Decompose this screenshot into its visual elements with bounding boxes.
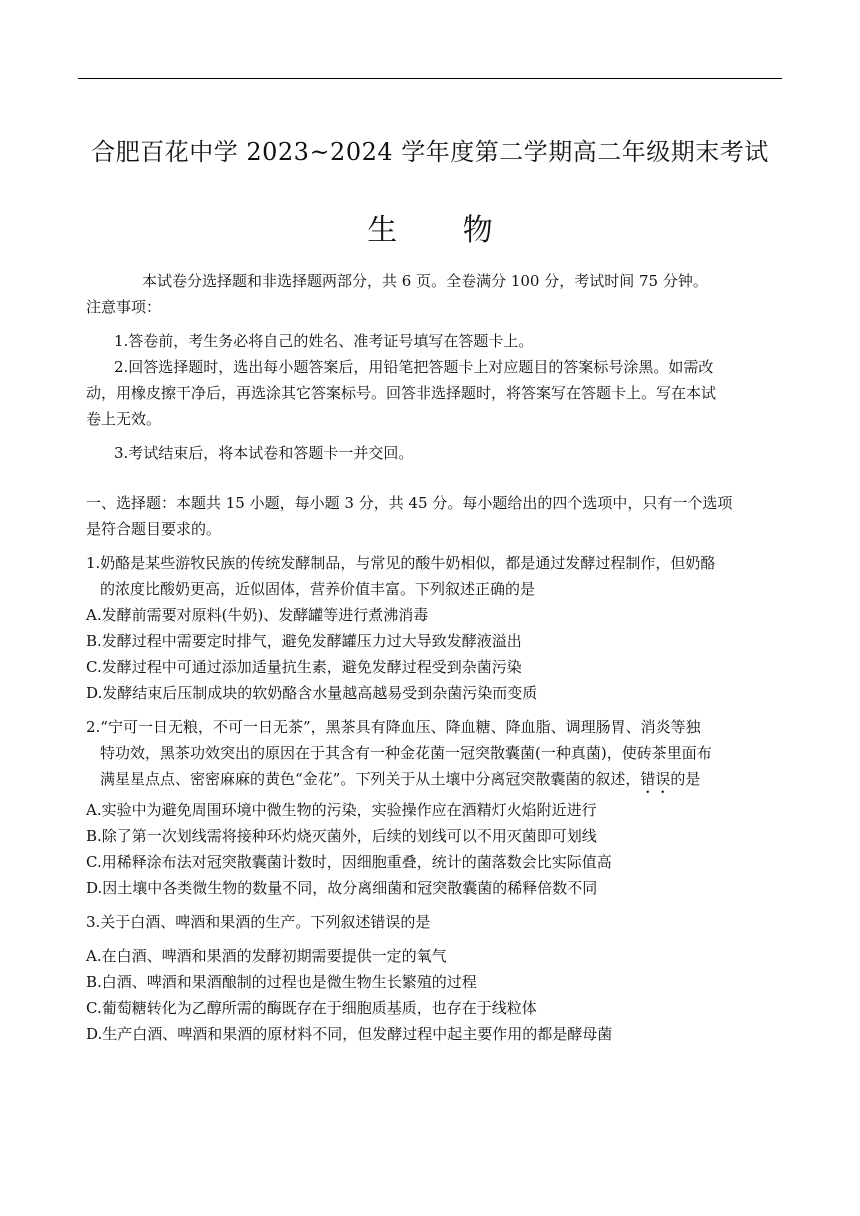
subject-title: 生 物 (367, 213, 521, 248)
q2-option-d: D.因土壤中各类微生物的数量不同，故分离细菌和冠突散囊菌的稀释倍数不同 (86, 879, 598, 897)
q1-option-d: D.发酵结束后压制成块的软奶酪含水量越高越易受到杂菌污染而变质 (86, 684, 538, 702)
note-1: 1.答卷前，考生务必将自己的姓名、准考证号填写在答题卡上。 (114, 332, 534, 350)
q3-option-b: B.白酒、啤酒和果酒酿制的过程也是微生物生长繁殖的过程 (86, 973, 477, 991)
q1-stem-line-2: 的浓度比酸奶更高，近似固体，营养价值丰富。下列叙述正确的是 (100, 580, 536, 598)
q1-stem-line-1: 1.奶酪是某些游牧民族的传统发酵制品，与常见的酸牛奶相似，都是通过发酵过程制作，但奶酪 (86, 554, 716, 572)
q2-stem-line-3 (86, 766, 782, 797)
section-1-line-1: 一、选择题：本题共 15 小题，每小题 3 分，共 45 分。每小题给出的四个选项中，只有一个选项 (86, 494, 733, 512)
question-3 (86, 909, 782, 1047)
q2-stem-text: 满星星点点、密密麻麻的黄色“金花”。下列关于从土壤中分离冠突散囊菌的叙述， (100, 770, 641, 788)
q2-stem-end: 的是 (670, 770, 701, 788)
q3-option-d: D.生产白酒、啤酒和果酒的原材料不同，但发酵过程中起主要作用的都是酵母菌 (86, 1025, 613, 1043)
note-2-line-3: 卷上无效。 (86, 410, 162, 428)
exam-content (86, 268, 782, 1047)
q2-option-c: C.用稀释涂布法对冠突散囊菌计数时，因细胞重叠，统计的菌落数会比实际值高 (86, 853, 612, 871)
note-3: 3.考试结束后，将本试卷和答题卡一并交回。 (114, 444, 414, 462)
q3-option-a: A.在白酒、啤酒和果酒的发酵初期需要提供一定的氧气 (86, 947, 447, 965)
q1-option-a: A.发酵前需要对原料(牛奶)、发酵罐等进行煮沸消毒 (86, 606, 429, 624)
q2-option-b: B.除了第一次划线需将接种环灼烧灭菌外，后续的划线可以不用灭菌即可划线 (86, 827, 597, 845)
q2-stem-line-2: 特功效，黑茶功效突出的原因在于其含有一种金花菌一冠突散囊菌(一种真菌)，使砖茶里面布 (100, 744, 712, 762)
notes-heading: 注意事项： (86, 298, 162, 316)
note-2-line-1: 2.回答选择题时，选出每小题答案后，用铅笔把答题卡上对应题目的答案标号涂黑。如需改 (114, 358, 714, 376)
header-rule (78, 78, 782, 79)
question-1 (86, 550, 782, 706)
note-2-line-2: 动，用橡皮擦干净后，再选涂其它答案标号。回答非选择题时，将答案写在答题卡上。写在本试 (86, 384, 717, 402)
section-1-line-2: 是符合题目要求的。 (86, 520, 222, 538)
q2-option-a: A.实验中为避免周围环境中微生物的污染，实验操作应在酒精灯火焰附近进行 (86, 801, 597, 819)
q3-option-c: C.葡萄糖转化为乙醇所需的酶既存在于细胞质基质，也存在于线粒体 (86, 999, 537, 1017)
q2-stem-line-1: 2.“宁可一日无粮，不可一日无茶”，黑茶具有降血压、降血糖、降血脂、调理肠胃、消炎等独 (86, 718, 701, 736)
exam-title: 合肥百花中学 2023~2024 学年度第二学期高二年级期末考试 (91, 138, 769, 166)
q1-option-c: C.发酵过程中可通过添加适量抗生素，避免发酵过程受到杂菌污染 (86, 658, 522, 676)
question-2 (86, 714, 782, 901)
intro-text: 本试卷分选择题和非选择题两部分，共 6 页。全卷满分 100 分，考试时间 75 分钟。 (142, 272, 708, 290)
q1-option-b: B.发酵过程中需要定时排气，避免发酵罐压力过大导致发酵液溢出 (86, 632, 522, 650)
q3-stem: 3.关于白酒、啤酒和果酒的生产。下列叙述错误的是 (86, 913, 431, 931)
q2-emphasis-word: 错误 (640, 770, 671, 788)
